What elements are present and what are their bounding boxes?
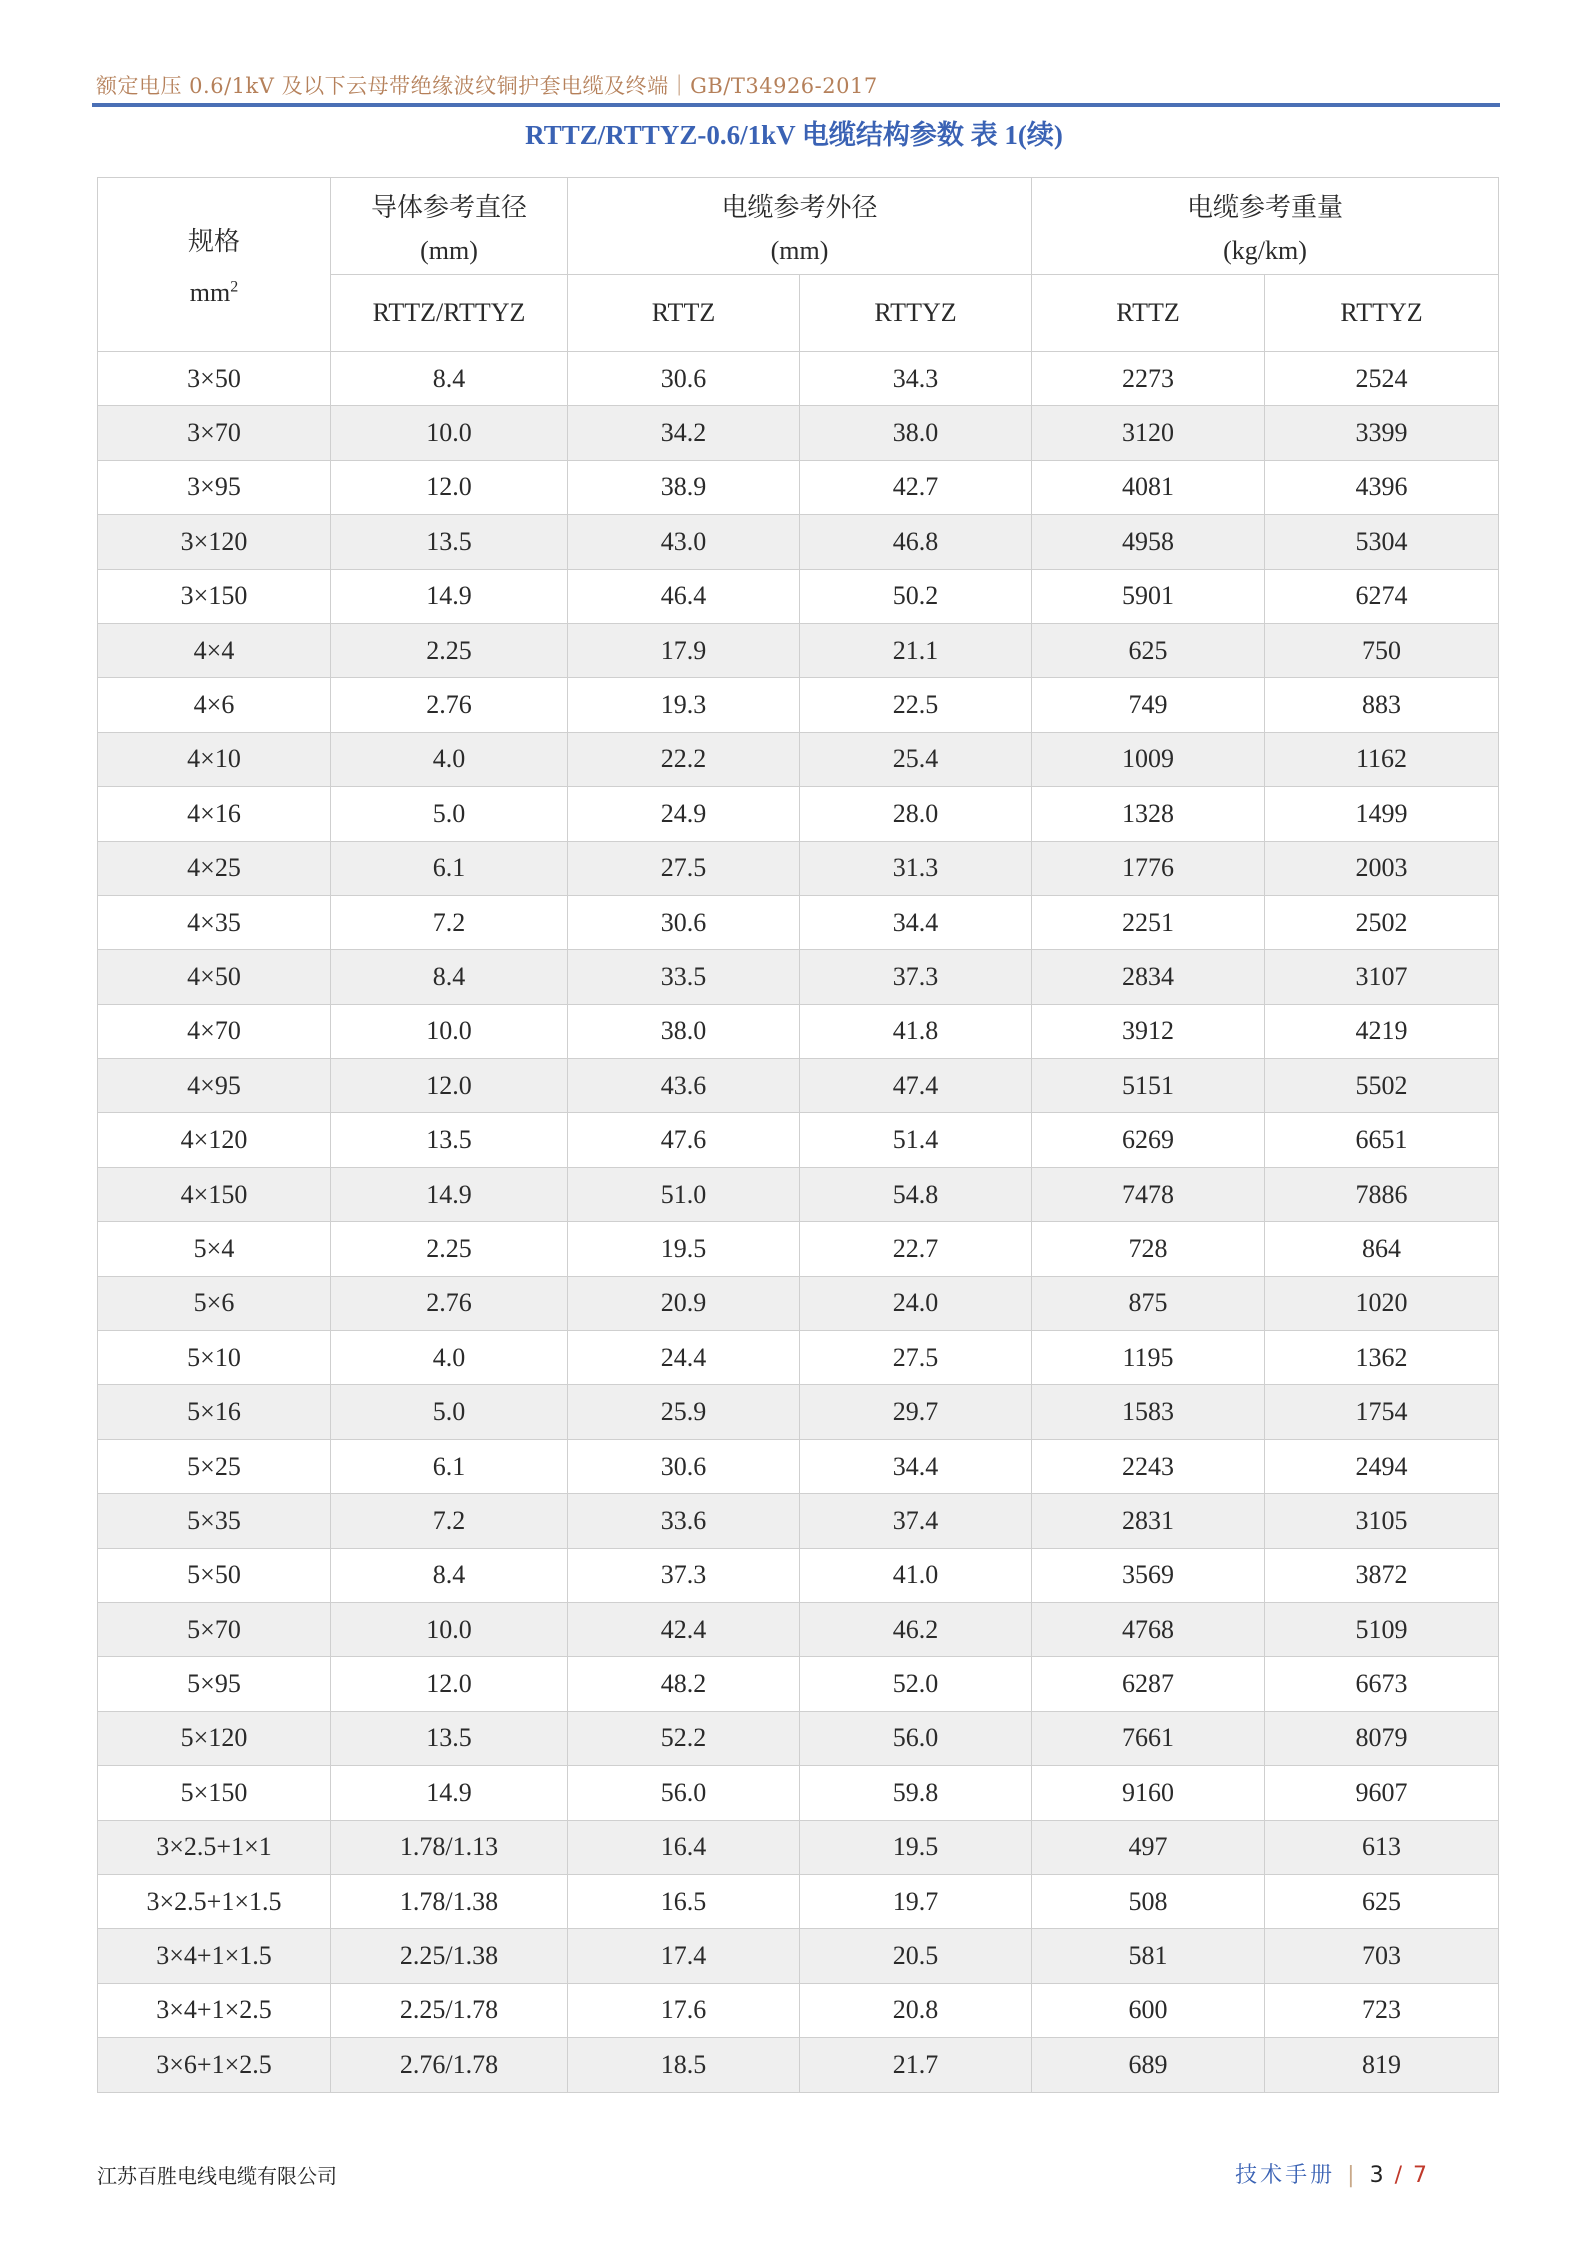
cell-conductor-diameter: 7.2	[331, 895, 568, 949]
cell-weight-rttz: 2243	[1032, 1439, 1265, 1493]
cell-weight-rttz: 4958	[1032, 515, 1265, 569]
cell-weight-rttz: 749	[1032, 678, 1265, 732]
cell-outer-rttyz: 21.7	[800, 2038, 1032, 2092]
document-header: 额定电压 0.6/1kV 及以下云母带绝缘波纹铜护套电缆及终端｜GB/T34926-2017	[96, 74, 878, 98]
table-row	[98, 1548, 1499, 1602]
table-row	[98, 1929, 1499, 1983]
cell-outer-rttz: 17.6	[568, 1983, 800, 2037]
cell-conductor-diameter: 12.0	[331, 1059, 568, 1113]
table-row	[98, 1820, 1499, 1874]
cell-weight-rttz: 2831	[1032, 1494, 1265, 1548]
cell-spec: 4×10	[98, 732, 331, 786]
cell-conductor-diameter: 8.4	[331, 950, 568, 1004]
table-row	[98, 1983, 1499, 2037]
cell-outer-rttz: 16.4	[568, 1820, 800, 1874]
cell-weight-rttyz: 2003	[1265, 841, 1499, 895]
footer-separator: |	[1347, 2163, 1358, 2188]
cell-conductor-diameter: 8.4	[331, 352, 568, 406]
cell-spec: 4×70	[98, 1004, 331, 1058]
cell-weight-rttz: 2834	[1032, 950, 1265, 1004]
cell-spec: 3×50	[98, 352, 331, 406]
cell-weight-rttyz: 7886	[1265, 1167, 1499, 1221]
table-row	[98, 1276, 1499, 1330]
table-row	[98, 1331, 1499, 1385]
cell-weight-rttyz: 1162	[1265, 732, 1499, 786]
cell-spec: 5×4	[98, 1222, 331, 1276]
cell-conductor-diameter: 4.0	[331, 1331, 568, 1385]
cell-outer-rttyz: 46.8	[800, 515, 1032, 569]
cell-outer-rttz: 42.4	[568, 1602, 800, 1656]
cell-conductor-diameter: 2.25	[331, 1222, 568, 1276]
cell-weight-rttz: 600	[1032, 1983, 1265, 2037]
cell-spec: 4×120	[98, 1113, 331, 1167]
cell-conductor-diameter: 13.5	[331, 1113, 568, 1167]
cell-spec: 3×6+1×2.5	[98, 2038, 331, 2092]
cell-outer-rttyz: 59.8	[800, 1766, 1032, 1820]
table-row	[98, 1439, 1499, 1493]
cell-spec: 4×25	[98, 841, 331, 895]
cell-weight-rttz: 2273	[1032, 352, 1265, 406]
header-divider	[92, 103, 1500, 107]
cell-spec: 5×50	[98, 1548, 331, 1602]
page-slash: /	[1394, 2163, 1403, 2188]
cell-outer-rttyz: 22.7	[800, 1222, 1032, 1276]
table-row	[98, 1602, 1499, 1656]
cell-conductor-diameter: 10.0	[331, 406, 568, 460]
cell-weight-rttz: 5901	[1032, 569, 1265, 623]
cell-weight-rttyz: 3872	[1265, 1548, 1499, 1602]
table-row	[98, 2038, 1499, 2092]
cell-outer-rttz: 48.2	[568, 1657, 800, 1711]
table-row	[98, 352, 1499, 406]
cell-weight-rttyz: 750	[1265, 623, 1499, 677]
cell-outer-rttyz: 19.5	[800, 1820, 1032, 1874]
cell-weight-rttz: 689	[1032, 2038, 1265, 2092]
cell-conductor-diameter: 14.9	[331, 1167, 568, 1221]
cell-weight-rttyz: 4219	[1265, 1004, 1499, 1058]
cell-weight-rttyz: 4396	[1265, 460, 1499, 514]
cell-conductor-diameter: 13.5	[331, 1711, 568, 1765]
cell-outer-rttz: 19.3	[568, 678, 800, 732]
cell-weight-rttz: 7478	[1032, 1167, 1265, 1221]
table-row	[98, 515, 1499, 569]
cell-outer-rttyz: 20.5	[800, 1929, 1032, 1983]
cell-outer-rttz: 17.4	[568, 1929, 800, 1983]
header-conductor	[331, 178, 568, 275]
cell-weight-rttyz: 3399	[1265, 406, 1499, 460]
cell-outer-rttyz: 34.4	[800, 895, 1032, 949]
cell-spec: 3×4+1×1.5	[98, 1929, 331, 1983]
cell-outer-rttz: 30.6	[568, 895, 800, 949]
cell-spec: 5×6	[98, 1276, 331, 1330]
header-outer-unit: (mm)	[770, 235, 829, 265]
cell-conductor-diameter: 4.0	[331, 732, 568, 786]
table-row	[98, 1222, 1499, 1276]
footer-company: 江苏百胜电线电缆有限公司	[97, 2164, 337, 2188]
cell-outer-rttyz: 31.3	[800, 841, 1032, 895]
cell-outer-rttyz: 37.3	[800, 950, 1032, 1004]
cell-conductor-diameter: 10.0	[331, 1602, 568, 1656]
table-body	[98, 352, 1499, 2093]
cell-weight-rttyz: 613	[1265, 1820, 1499, 1874]
cell-outer-rttyz: 34.4	[800, 1439, 1032, 1493]
cell-outer-rttyz: 54.8	[800, 1167, 1032, 1221]
table-row	[98, 1494, 1499, 1548]
cell-spec: 3×150	[98, 569, 331, 623]
cell-outer-rttyz: 46.2	[800, 1602, 1032, 1656]
cell-conductor-diameter: 13.5	[331, 515, 568, 569]
table-row	[98, 895, 1499, 949]
cell-outer-rttz: 33.5	[568, 950, 800, 1004]
table-row	[98, 460, 1499, 514]
cell-outer-rttyz: 38.0	[800, 406, 1032, 460]
header-weight-unit: (kg/km)	[1223, 235, 1307, 265]
cell-weight-rttz: 1195	[1032, 1331, 1265, 1385]
table-row	[98, 623, 1499, 677]
cell-outer-rttz: 25.9	[568, 1385, 800, 1439]
cell-weight-rttyz: 1754	[1265, 1385, 1499, 1439]
cell-outer-rttyz: 50.2	[800, 569, 1032, 623]
table-row	[98, 1167, 1499, 1221]
cell-weight-rttyz: 6673	[1265, 1657, 1499, 1711]
cell-weight-rttz: 9160	[1032, 1766, 1265, 1820]
cell-conductor-diameter: 2.25	[331, 623, 568, 677]
cell-outer-rttyz: 34.3	[800, 352, 1032, 406]
cell-spec: 4×95	[98, 1059, 331, 1113]
cell-spec: 5×35	[98, 1494, 331, 1548]
table-title: RTTZ/RTTYZ-0.6/1kV 电缆结构参数 表 1(续)	[525, 120, 1063, 150]
cell-spec: 4×4	[98, 623, 331, 677]
cell-outer-rttyz: 37.4	[800, 1494, 1032, 1548]
cell-weight-rttz: 2251	[1032, 895, 1265, 949]
cell-outer-rttyz: 27.5	[800, 1331, 1032, 1385]
cell-spec: 5×25	[98, 1439, 331, 1493]
cell-spec: 5×120	[98, 1711, 331, 1765]
cell-spec: 4×50	[98, 950, 331, 1004]
header-spec-label: 规格	[187, 227, 240, 257]
cell-spec: 3×120	[98, 515, 331, 569]
header-outer-label: 电缆参考外径	[721, 192, 878, 223]
table-row	[98, 678, 1499, 732]
cell-weight-rttyz: 1499	[1265, 787, 1499, 841]
cell-weight-rttz: 728	[1032, 1222, 1265, 1276]
cell-conductor-diameter: 2.76	[331, 678, 568, 732]
table-row	[98, 1657, 1499, 1711]
cell-outer-rttyz: 41.0	[800, 1548, 1032, 1602]
cell-outer-rttz: 34.2	[568, 406, 800, 460]
cell-outer-rttz: 24.9	[568, 787, 800, 841]
cell-weight-rttyz: 6274	[1265, 569, 1499, 623]
cell-weight-rttyz: 9607	[1265, 1766, 1499, 1820]
cell-outer-rttyz: 19.7	[800, 1874, 1032, 1928]
table-row	[98, 406, 1499, 460]
table-row	[98, 1113, 1499, 1167]
cell-outer-rttz: 18.5	[568, 2038, 800, 2092]
cell-conductor-diameter: 6.1	[331, 1439, 568, 1493]
table-row	[98, 569, 1499, 623]
cell-outer-rttz: 17.9	[568, 623, 800, 677]
cell-conductor-diameter: 1.78/1.38	[331, 1874, 568, 1928]
header-outer	[568, 178, 1032, 275]
cell-outer-rttz: 24.4	[568, 1331, 800, 1385]
table-row	[98, 787, 1499, 841]
cell-weight-rttz: 1009	[1032, 732, 1265, 786]
cell-spec: 3×70	[98, 406, 331, 460]
cell-outer-rttz: 52.2	[568, 1711, 800, 1765]
cell-conductor-diameter: 6.1	[331, 841, 568, 895]
cell-outer-rttyz: 41.8	[800, 1004, 1032, 1058]
cell-spec: 4×6	[98, 678, 331, 732]
cell-outer-rttz: 43.0	[568, 515, 800, 569]
cell-conductor-diameter: 2.76	[331, 1276, 568, 1330]
cell-weight-rttz: 581	[1032, 1929, 1265, 1983]
cell-outer-rttz: 22.2	[568, 732, 800, 786]
cell-outer-rttz: 38.9	[568, 460, 800, 514]
cell-spec: 5×150	[98, 1766, 331, 1820]
table-row	[98, 1766, 1499, 1820]
cell-spec: 4×35	[98, 895, 331, 949]
footer-pagination	[1235, 2158, 1428, 2189]
cell-outer-rttz: 33.6	[568, 1494, 800, 1548]
cell-weight-rttz: 3120	[1032, 406, 1265, 460]
cell-outer-rttz: 37.3	[568, 1548, 800, 1602]
cell-outer-rttz: 19.5	[568, 1222, 800, 1276]
cell-conductor-diameter: 2.76/1.78	[331, 2038, 568, 2092]
cell-spec: 3×95	[98, 460, 331, 514]
table-row	[98, 1385, 1499, 1439]
cell-outer-rttz: 20.9	[568, 1276, 800, 1330]
cell-weight-rttyz: 723	[1265, 1983, 1499, 2037]
cell-outer-rttyz: 21.1	[800, 623, 1032, 677]
cell-spec: 5×10	[98, 1331, 331, 1385]
page-total: 7	[1413, 2163, 1428, 2188]
table-row	[98, 841, 1499, 895]
cell-weight-rttz: 3569	[1032, 1548, 1265, 1602]
cell-weight-rttyz: 5304	[1265, 515, 1499, 569]
cell-weight-rttyz: 2502	[1265, 895, 1499, 949]
header-spec	[98, 178, 331, 352]
cell-spec: 3×2.5+1×1.5	[98, 1874, 331, 1928]
subheader-outer-rttz: RTTZ	[568, 275, 800, 352]
cell-outer-rttyz: 52.0	[800, 1657, 1032, 1711]
cell-weight-rttz: 875	[1032, 1276, 1265, 1330]
cell-weight-rttyz: 625	[1265, 1874, 1499, 1928]
cell-conductor-diameter: 8.4	[331, 1548, 568, 1602]
subheader-weight-rttz: RTTZ	[1032, 275, 1265, 352]
cell-weight-rttyz: 5502	[1265, 1059, 1499, 1113]
table-row	[98, 1004, 1499, 1058]
cell-outer-rttz: 43.6	[568, 1059, 800, 1113]
header-weight-label: 电缆参考重量	[1187, 192, 1344, 223]
header-conductor-label: 导体参考直径	[370, 192, 527, 223]
cell-weight-rttyz: 3105	[1265, 1494, 1499, 1548]
cell-conductor-diameter: 12.0	[331, 460, 568, 514]
cell-spec: 5×16	[98, 1385, 331, 1439]
subheader-conductor: RTTZ/RTTYZ	[331, 275, 568, 352]
page-number: 3	[1369, 2163, 1385, 2188]
cell-outer-rttyz: 24.0	[800, 1276, 1032, 1330]
cell-outer-rttz: 30.6	[568, 1439, 800, 1493]
header-conductor-unit: (mm)	[420, 235, 478, 265]
cell-weight-rttyz: 883	[1265, 678, 1499, 732]
cell-weight-rttz: 4768	[1032, 1602, 1265, 1656]
cell-weight-rttyz: 703	[1265, 1929, 1499, 1983]
cell-conductor-diameter: 7.2	[331, 1494, 568, 1548]
cell-weight-rttyz: 8079	[1265, 1711, 1499, 1765]
cell-outer-rttz: 46.4	[568, 569, 800, 623]
cell-outer-rttyz: 20.8	[800, 1983, 1032, 2037]
cell-spec: 4×16	[98, 787, 331, 841]
cell-weight-rttz: 4081	[1032, 460, 1265, 514]
cell-outer-rttz: 38.0	[568, 1004, 800, 1058]
cell-outer-rttz: 16.5	[568, 1874, 800, 1928]
cell-spec: 5×70	[98, 1602, 331, 1656]
cell-conductor-diameter: 2.25/1.78	[331, 1983, 568, 2037]
cell-outer-rttyz: 29.7	[800, 1385, 1032, 1439]
cell-weight-rttyz: 6651	[1265, 1113, 1499, 1167]
cell-weight-rttyz: 1362	[1265, 1331, 1499, 1385]
table-row	[98, 1874, 1499, 1928]
cell-conductor-diameter: 5.0	[331, 1385, 568, 1439]
cell-weight-rttyz: 819	[1265, 2038, 1499, 2092]
cell-weight-rttz: 1583	[1032, 1385, 1265, 1439]
cable-parameter-table	[97, 177, 1499, 2093]
cell-spec: 4×150	[98, 1167, 331, 1221]
subheader-outer-rttyz: RTTYZ	[800, 275, 1032, 352]
cell-weight-rttz: 3912	[1032, 1004, 1265, 1058]
cell-weight-rttz: 5151	[1032, 1059, 1265, 1113]
cell-conductor-diameter: 2.25/1.38	[331, 1929, 568, 1983]
cell-weight-rttyz: 5109	[1265, 1602, 1499, 1656]
cell-conductor-diameter: 14.9	[331, 569, 568, 623]
cell-weight-rttyz: 2494	[1265, 1439, 1499, 1493]
cell-outer-rttyz: 28.0	[800, 787, 1032, 841]
cell-weight-rttz: 508	[1032, 1874, 1265, 1928]
header-weight	[1032, 178, 1499, 275]
table-row	[98, 950, 1499, 1004]
cell-outer-rttyz: 42.7	[800, 460, 1032, 514]
cell-weight-rttyz: 864	[1265, 1222, 1499, 1276]
cell-weight-rttz: 1776	[1032, 841, 1265, 895]
subheader-weight-rttyz: RTTYZ	[1265, 275, 1499, 352]
cell-spec: 3×2.5+1×1	[98, 1820, 331, 1874]
cell-outer-rttz: 51.0	[568, 1167, 800, 1221]
cell-conductor-diameter: 14.9	[331, 1766, 568, 1820]
cell-weight-rttz: 497	[1032, 1820, 1265, 1874]
footer-manual-label: 技术手册	[1235, 2163, 1336, 2188]
cell-conductor-diameter: 5.0	[331, 787, 568, 841]
cell-weight-rttz: 625	[1032, 623, 1265, 677]
cell-conductor-diameter: 10.0	[331, 1004, 568, 1058]
cell-weight-rttz: 6269	[1032, 1113, 1265, 1167]
cell-weight-rttyz: 3107	[1265, 950, 1499, 1004]
cell-weight-rttyz: 1020	[1265, 1276, 1499, 1330]
cell-outer-rttz: 56.0	[568, 1766, 800, 1820]
cell-outer-rttyz: 51.4	[800, 1113, 1032, 1167]
cell-weight-rttyz: 2524	[1265, 352, 1499, 406]
cell-outer-rttyz: 22.5	[800, 678, 1032, 732]
header-spec-unit: $mm^2$	[189, 278, 239, 307]
cell-outer-rttyz: 47.4	[800, 1059, 1032, 1113]
cell-spec: 3×4+1×2.5	[98, 1983, 331, 2037]
cell-weight-rttz: 1328	[1032, 787, 1265, 841]
cell-conductor-diameter: 1.78/1.13	[331, 1820, 568, 1874]
cell-weight-rttz: 6287	[1032, 1657, 1265, 1711]
cell-outer-rttz: 47.6	[568, 1113, 800, 1167]
table-row	[98, 1059, 1499, 1113]
cell-outer-rttyz: 56.0	[800, 1711, 1032, 1765]
cell-outer-rttz: 30.6	[568, 352, 800, 406]
cell-spec: 5×95	[98, 1657, 331, 1711]
cell-outer-rttz: 27.5	[568, 841, 800, 895]
table-row	[98, 732, 1499, 786]
table-row	[98, 1711, 1499, 1765]
cell-conductor-diameter: 12.0	[331, 1657, 568, 1711]
cell-outer-rttyz: 25.4	[800, 732, 1032, 786]
cell-weight-rttz: 7661	[1032, 1711, 1265, 1765]
